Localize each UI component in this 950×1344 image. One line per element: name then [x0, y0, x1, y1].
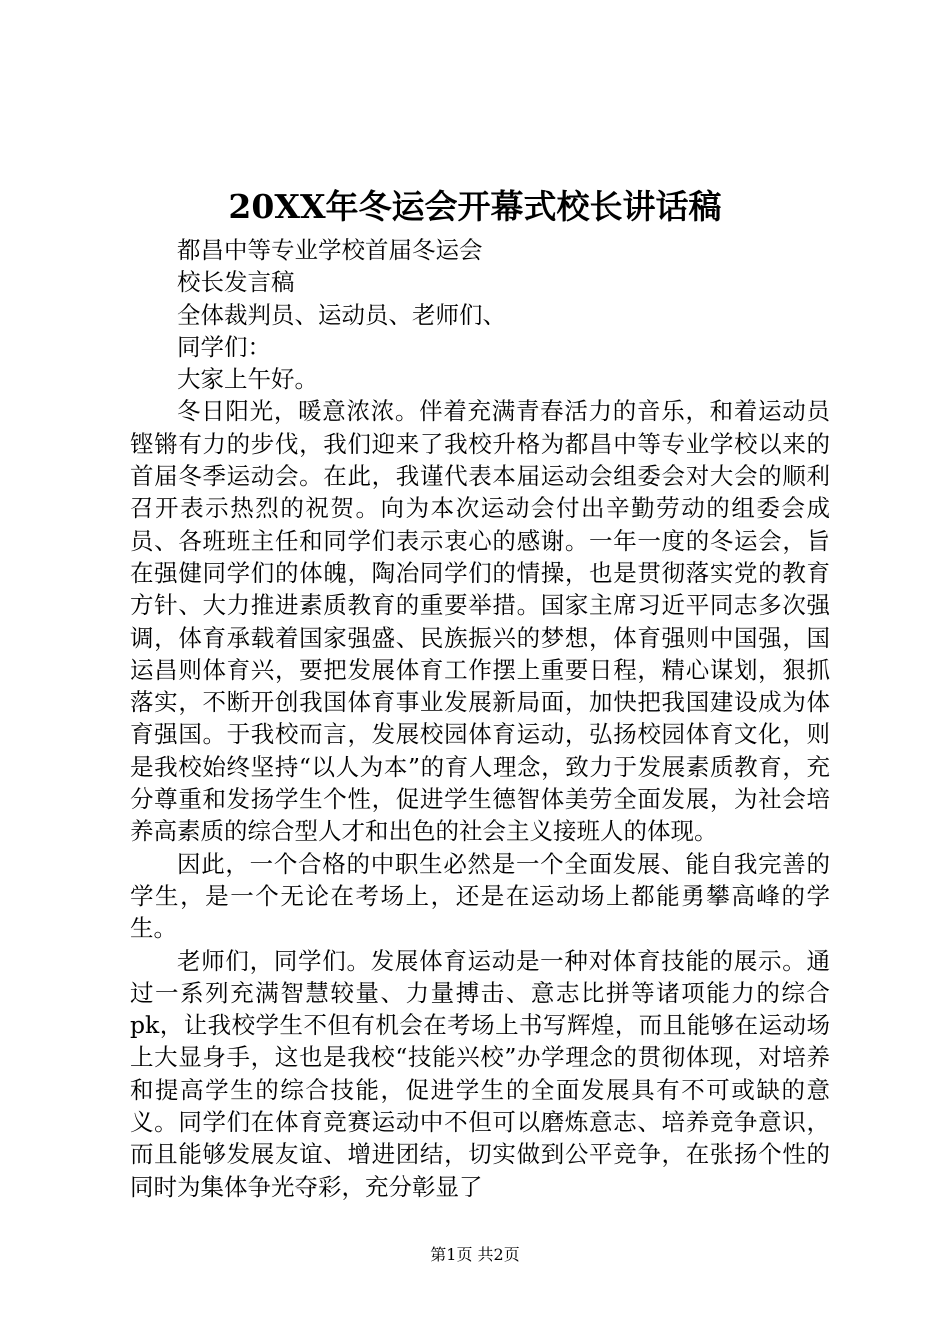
- body-paragraph: 因此，一个合格的中职生必然是一个全面发展、能自我完善的学生，是一个无论在考场上，还是在运动场上都能勇攀高峰的学生。: [130, 849, 830, 943]
- document-body: [130, 234, 830, 1203]
- salutation-line-2: 同学们：: [177, 332, 271, 361]
- document-title: 20XX年冬运会开幕式校长讲话稿: [228, 187, 722, 226]
- salutation-line-1: 全体裁判员、运动员、老师们、: [177, 300, 506, 329]
- body-paragraph: 冬日阳光，暖意浓浓。伴着充满青春活力的音乐，和着运动员铿锵有力的步伐，我们迎来了我校升格为都昌中等专业学校以来的首届冬季运动会。在此，我谨代表本届运动会组委会对大会的顺利召开表示热烈的祝贺。向为本次运动会付出辛勤劳动的组委会成员、各班班主任和同学们表示衷心的感谢。一年一度的冬运会，旨在强健同学们的体魄，陶冶同学们的情操，也是贯彻落实党的教育方针、大力推进素质教育的重要举措。国家主席习近平同志多次强调，体育承载着国家强盛、民族振兴的梦想，体育强则中国强，国运昌则体育兴，要把发展体育工作摆上重要日程，精心谋划，狠抓落实，不断开创我国体育事业发展新局面，加快把我国建设成为体育强国。于我校而言，发展校园体育运动，弘扬校园体育文化，则是我校始终坚持“以人为本”的育人理念，致力于发展素质教育，充分尊重和发扬学生个性，促进学生德智体美劳全面发展，为社会培养高素质的综合型人才和出色的社会主义接班人的体现。: [130, 397, 830, 846]
- school-name-line: 都昌中等专业学校首届冬运会: [177, 236, 483, 264]
- speech-subtitle-line: 校长发言稿: [177, 268, 295, 297]
- page-footer: 第1页 共2页: [430, 1245, 520, 1264]
- body-paragraph: 老师们，同学们。发展体育运动是一种对体育技能的展示。通过一系列充满智慧较量、力量搏击、意志比拼等诸项能力的综合pk，让我校学生不但有机会在考场上书写辉煌，而且能够在运动场上大显身手，这也是我校“技能兴校”办学理念的贯彻体现，对培养和提高学生的综合技能，促进学生的全面发展具有不可或缺的意义。同学们在体育竞赛运动中不但可以磨炼意志、培养竞争意识，而且能够发展友谊、增进团结，切实做到公平竞争，在张扬个性的同时为集体争光夺彩，充分彰显了: [130, 946, 830, 1201]
- greeting-line: 大家上午好。: [177, 365, 318, 394]
